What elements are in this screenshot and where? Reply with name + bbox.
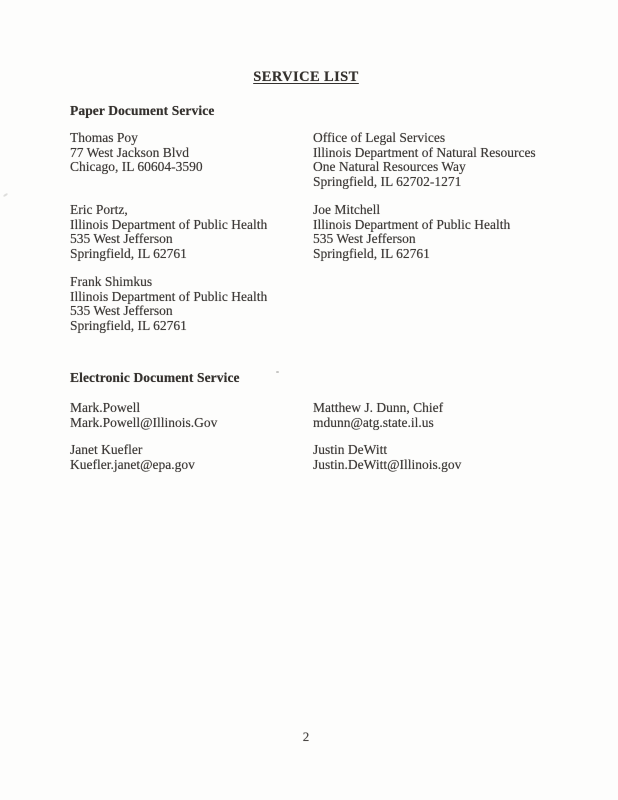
contact-block-mark-powell: [70, 401, 217, 430]
contact-block-justin-dewitt: [313, 443, 461, 472]
contact-block-frank-shimkus: [70, 275, 267, 333]
contact-address-line: Illinois Department of Public Health: [70, 216, 268, 232]
contact-address-line: 77 West Jackson Blvd: [70, 144, 190, 160]
scan-artifact: [3, 193, 8, 198]
contact-address-line: Chicago, IL 60604-3590: [70, 159, 203, 174]
contact-email: mdunn@atg.state.il.us: [313, 414, 434, 430]
contact-address-line: Illinois Department of Public Health: [70, 288, 268, 304]
section-heading-electronic: Electronic Document Service: [70, 370, 240, 385]
page-title: SERVICE LIST: [253, 69, 359, 85]
contact-name: Mark.Powell: [70, 400, 141, 415]
contact-block-janet-kuefler: [70, 443, 195, 472]
contact-address-line: Springfield, IL 62761: [70, 245, 187, 261]
contact-address-line: 535 West Jefferson: [70, 231, 173, 246]
contact-address-line: 535 West Jefferson: [313, 231, 416, 246]
contact-block-eric-portz: [70, 203, 267, 261]
contact-address-line: One Natural Resources Way: [313, 159, 466, 174]
contact-email: Justin.DeWitt@Illinois.gov: [313, 456, 462, 472]
contact-name: Office of Legal Services: [313, 130, 446, 145]
contact-block-thomas-poy: [70, 131, 203, 175]
contact-address-line: Springfield, IL 62702-1271: [313, 173, 462, 189]
section-heading-paper: Paper Document Service: [70, 103, 215, 118]
contact-address-line: 535 West Jefferson: [70, 303, 173, 318]
page-number: 2: [302, 729, 310, 744]
contact-address-line: Springfield, IL 62761: [70, 317, 187, 333]
contact-name: Frank Shimkus: [70, 274, 153, 289]
contact-name: Thomas Poy: [70, 130, 138, 145]
contact-block-joe-mitchell: [313, 203, 510, 261]
contact-address-line: Illinois Department of Public Health: [313, 216, 511, 232]
contact-name: Janet Kuefler: [70, 442, 143, 457]
contact-block-matthew-dunn: [313, 401, 443, 430]
contact-block-office-legal-services: [313, 131, 536, 189]
contact-name: Matthew J. Dunn, Chief: [313, 400, 444, 415]
contact-name: Joe Mitchell: [313, 202, 381, 217]
contact-email: Kuefler.janet@epa.gov: [70, 456, 195, 472]
contact-address-line: Springfield, IL 62761: [313, 245, 430, 261]
contact-address-line: Illinois Department of Natural Resources: [313, 144, 536, 160]
contact-name: Justin DeWitt: [313, 442, 388, 457]
contact-name: Eric Portz,: [70, 202, 128, 217]
contact-email: Mark.Powell@Illinois.Gov: [70, 414, 218, 430]
scan-artifact: [276, 371, 279, 373]
